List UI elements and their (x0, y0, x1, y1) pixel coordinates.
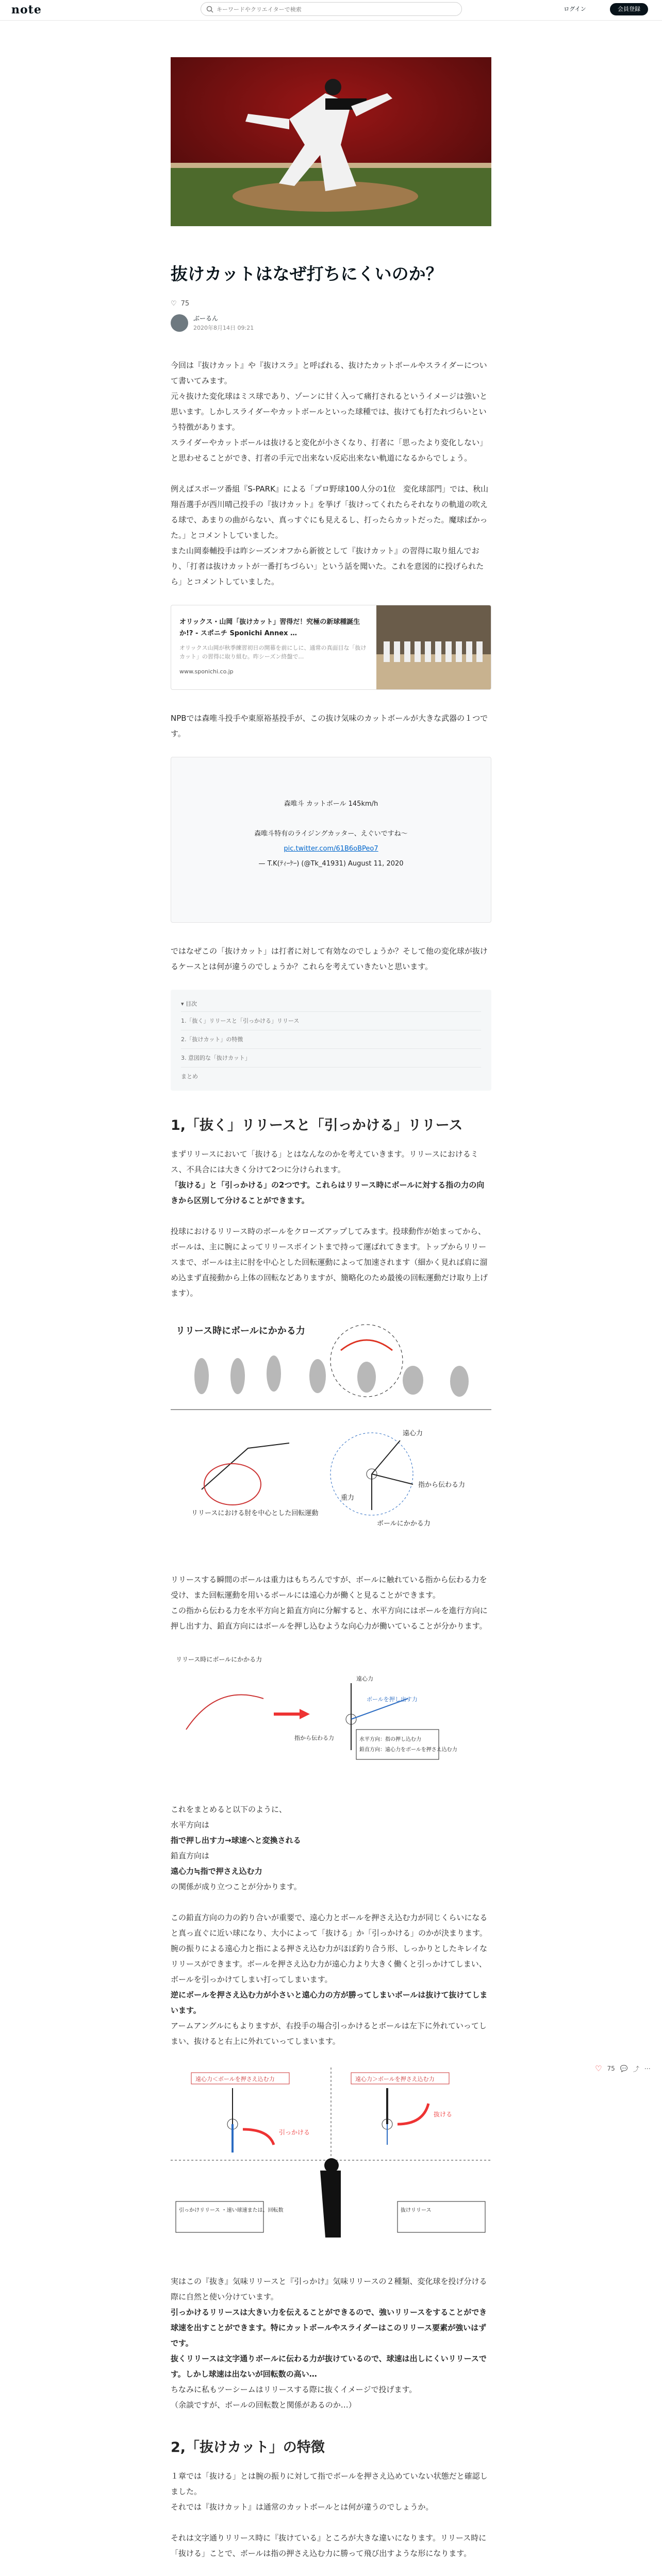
heart-icon[interactable]: ♡ (595, 2064, 602, 2073)
tweet-link[interactable]: pic.twitter.com/61B6oBPeo7 (284, 845, 378, 853)
login-button[interactable]: ログイン (564, 6, 586, 12)
svg-text:鉛直方向：遠心力をボールを押さえ込む力: 鉛直方向：遠心力をボールを押さえ込む力 (359, 1747, 457, 1753)
paragraph: リリースする瞬間のボールは重力はもちろんですが、ボールに触れている指から伝わる力を受け、また回転運動を用いるボールには遠心力が働くと見ることができます。 この指から伝わる力を水平方向と鉛直方向に分解すると、水平方向にはボールを進行方向に押し出す力、鉛直方向にはボールを押し込むような向心力が働いていることが分かります。 (171, 1575, 488, 1631)
paragraph: 投球におけるリリース時のボールをクローズアップしてみます。投球動作が始まってから、ボールは、主に腕によってリリースポイントまで持って運ばれてきます。トップからリリースまで、ボールは主に肘を中心とした回転運動によって加速されます（細かく見れば肩に溜め込まず直接動から上体の回転などありますが、簡略化のため最後の回転運動だけ取り上げます）。 (171, 1227, 488, 1298)
table-of-contents (171, 990, 491, 1091)
svg-text:遠心力＜ボールを押さえ込む力: 遠心力＜ボールを押さえ込む力 (195, 2076, 275, 2082)
tweet-line: 森唯斗 カットボール 145km/h (284, 800, 378, 808)
svg-text:抜ける: 抜ける (434, 2111, 453, 2118)
like-row (171, 300, 491, 308)
link-card[interactable] (171, 605, 491, 690)
toc-item[interactable]: 1.「抜く」リリースと「引っかける」リリース (181, 1011, 481, 1030)
toc-item[interactable]: 3. 意図的な「抜けカット」 (181, 1048, 481, 1067)
figure-force-decomposition (171, 1652, 491, 1776)
floating-actions (595, 2064, 651, 2073)
toc-item[interactable]: まとめ (181, 1067, 481, 1086)
svg-text:リリース時にボールにかかる力: リリース時にボールにかかる力 (176, 1656, 262, 1663)
section-heading: 2,「抜けカット」の特徴 (171, 2439, 325, 2455)
paragraph: ではなぜこの「抜けカット」は打者に対して有効なのでしょうか？そして他の変化球が抜けるケースとは何が違うのでしょうか？これらを考えていきたいと思います。 (171, 946, 488, 971)
tweet-line: 森唯斗特有のライジングカッター、えぐいですね〜 (254, 830, 408, 838)
paragraph: これをまとめると以下のように、 水平方向は 指で押し出す力→球速へと変換される 鉛直方向は 遠心力≒指で押さえ込む力 の関係が成り立つことが分かります。 (171, 1805, 302, 1891)
signup-button[interactable]: 会員登録 (610, 3, 648, 15)
paragraph: まずリリースにおいて「抜ける」とはなんなのかを考えていきます。リリースにおけるミス、不具合には大きく分けて2つに分けられます。 「抜ける」と「引っかける」の2つです。これらはリリース時にボールに対する指の力の向きから区別して分けることができます。 (171, 1149, 485, 1205)
toc-item[interactable]: 2.「抜けカット」の特徴 (181, 1030, 481, 1048)
paragraph: 例えばスポーツ番組『S-PARK』による「プロ野球100人分の1位 変化球部門」では、秋山翔吾選手が西川晴己投手の『抜けカット』を挙げ「抜けってくれたらそれなりの軌道の吹える球で、あまりの曲がらない、真っすぐにも見えるし、打ったらカットだった。魔球ばかった。」とコメントしていました。 また山岡泰輔投手は昨シーズンオフから新彼として『抜けカット』の習得に取り組んでおり、「打者は抜けカットが一番打ちづらい」という話を聞いた。これを意図的に投げられたら」とコメントしていました。 (171, 484, 489, 586)
svg-text:ボールを押し出す力: ボールを押し出す力 (367, 1696, 418, 1703)
card-desc: オリックス山岡が秋季練習初日の開幕を前にしに、通常の真面目な「抜けカット」の習得に取り組む。昨シーズン終盤で… (179, 645, 367, 660)
paragraph: １章では「抜ける」とは腕の振りに対して指でボールを押さえ込めていない状態だと確認しました。 それでは『抜けカット』は通常のカットボールとは何が違うのでしょうか。 (171, 2471, 488, 2512)
svg-text:指から伝わる力: 指から伝わる力 (294, 1735, 334, 1741)
post-date: 2020年8月14日 09:21 (193, 325, 254, 331)
paragraph: NPBでは森唯斗投手や東原裕基投手が、この抜け気味のカットボールが大きな武器の１つです。 (171, 714, 488, 738)
search-box[interactable] (201, 2, 462, 16)
figure-title: リリース時にボールにかかる力 (176, 1326, 305, 1336)
toc-heading[interactable]: ▾ 目次 (181, 1001, 197, 1007)
comment-icon[interactable]: 💬 (620, 2065, 628, 2072)
heart-icon[interactable]: ♡ (171, 300, 177, 308)
svg-text:抜けリリース: 抜けリリース (401, 2208, 432, 2213)
author-block[interactable] (171, 314, 491, 332)
svg-text:指から伝わる力: 指から伝わる力 (418, 1481, 466, 1489)
svg-text:引っかけリリース ・速い球速または、回転数: 引っかけリリース ・速い球速または、回転数 (179, 2208, 284, 2213)
share-icon[interactable]: ⤴ (633, 2065, 639, 2073)
more-icon[interactable]: ⋯ (644, 2065, 651, 2072)
paragraph: 実はこの『抜き』気味リリースと『引っかけ』気味リリースの２種類、変化球を投げ分ける際に自然と使い分けています。 引っかけるリリースは大きい力を伝えることができるので、強いリリースをすることができ球速を出すことができます。特にカットボールやスライダーはこのリリース要素が強いはずです。 抜くリリースは文字通りボールに伝わる力が抜けているので、球速は出しにくいリリースです。しかし球速は出ないが回転数の高い… ちなみに私もツーシームはリリースする際に抜くイメージで投げます。 （余談ですが、ボールの回転数と関係があるのか…） (171, 2277, 487, 2410)
figure-hook-vs-slip (171, 2067, 491, 2248)
article-title: 抜けカットはなぜ打ちにくいのか？ (171, 264, 443, 284)
paragraph: それは文字通りリリース時に『抜けている』ところが大きな違いになります。リリース時に「抜ける」ことで、ボールは指の押さえ込む力に勝って飛び出すような形になります。 (171, 2533, 487, 2558)
svg-text:引っかける: 引っかける (279, 2129, 310, 2136)
svg-text:水平方向：指の押し込む力: 水平方向：指の押し込む力 (359, 1737, 421, 1742)
search-input[interactable] (217, 5, 454, 14)
paragraph: この鉛直方向の力の釣り合いが重要で、遠心力とボールを押さえ込む力が同じくらいになると真っ直ぐに近い球になり、大小によって「抜ける」か「引っかける」のかが決まります。 腕の振りによる遠心力と指による押さえ込む力がほぼ釣り合う形、しっかりとしたキレイなリリースができます。ボールを押さえ込む力が遠心力より大きく働くと引っかけてしまい、ボールを引っかけてしまい打ってしまいます。 逆にボールを押さえ込む力が小さいと遠心力の方が勝ってしまいボールは抜けて抜けてしまいます。 アームアングルにもよりますが、右投手の場合引っかけるとボールは左下に外れていってしまい、抜けると右上に外れていってしまいます。 (171, 1913, 488, 2046)
svg-text:遠心力: 遠心力 (403, 1430, 423, 1437)
search-icon (206, 5, 213, 15)
author-name[interactable]: ぶーるん (193, 315, 219, 322)
like-count: 75 (607, 2065, 615, 2072)
note-logo[interactable]: note (11, 3, 42, 16)
article (171, 242, 491, 2576)
article-body (171, 358, 491, 2576)
site-header (0, 0, 662, 21)
svg-text:重力: 重力 (341, 1494, 355, 1502)
card-title: オリックス・山岡「抜けカット」習得だ！究極の新球種誕生か!? - スポニチ Sponichi Annex … (179, 618, 360, 637)
card-thumbnail (376, 605, 491, 689)
figure-release-forces (171, 1319, 491, 1546)
svg-text:遠心力: 遠心力 (356, 1675, 373, 1682)
like-count: 75 (180, 300, 190, 308)
svg-text:ボールにかかる力: ボールにかかる力 (377, 1520, 431, 1528)
section-heading: 1,「抜く」リリースと「引っかける」リリース (171, 1117, 463, 1133)
svg-text:リリースにおける肘を中心とした回転運動: リリースにおける肘を中心とした回転運動 (191, 1510, 319, 1517)
hero-image (171, 57, 491, 226)
svg-text:遠心力＞ボールを押さえ込む力: 遠心力＞ボールを押さえ込む力 (355, 2076, 435, 2082)
card-url: www.sponichi.co.jp (179, 668, 234, 675)
avatar[interactable] (171, 314, 188, 332)
paragraph: 今回は『抜けカット』や『抜けスラ』と呼ばれる、抜けたカットボールやスライダーについて書いてみます。 元々抜けた変化球はミス球であり、ゾーンに甘く入って痛打されるというイメージは強いと思います。しかしスライダーやカットボールといった球種では、抜けても打たれづらいという特徴があります。 スライダーやカットボールは抜けると変化が小さくなり、打者に「思ったより変化しない」と思わせることができ、打者の手元で出来ない反応出来ない軌道になるからでしょう。 (171, 361, 488, 463)
embedded-tweet[interactable] (171, 757, 491, 923)
tweet-footer[interactable]: — T.K(ﾃｨｰｹｰ) (@Tk_41931) August 11, 2020 (258, 860, 404, 868)
